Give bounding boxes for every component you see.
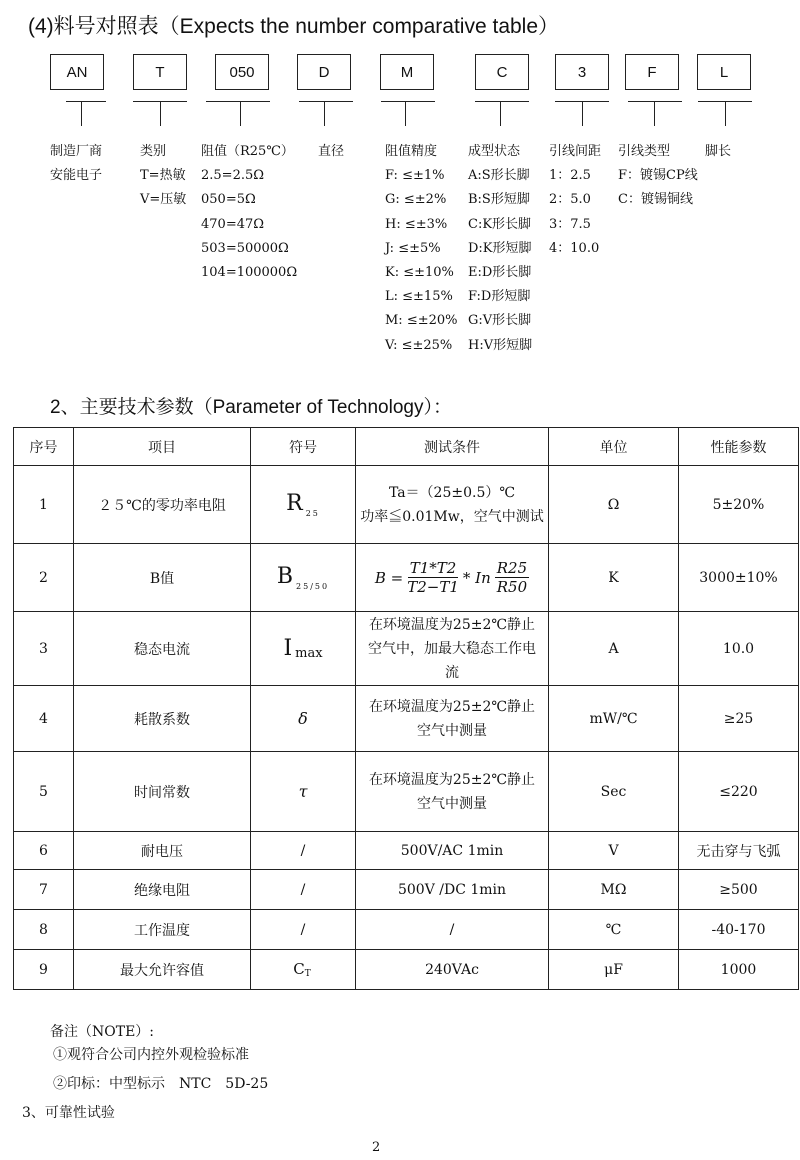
legend-line: 1：2.5	[549, 168, 591, 184]
legend-line: 470=47Ω	[201, 216, 265, 232]
row-no: 1	[14, 466, 74, 544]
connector-line	[299, 101, 353, 102]
row-condition	[356, 466, 549, 544]
legend-line: H:V形短脚	[468, 337, 533, 353]
legend-column-pitch	[549, 140, 601, 261]
symbol-main: δ	[298, 709, 308, 728]
params-row	[14, 832, 799, 870]
condition-line: 500V/AC 1min	[400, 842, 504, 859]
legend-line: G: ≤±2%	[385, 192, 447, 208]
row-item: 耗散系数	[74, 686, 251, 752]
row-condition	[356, 910, 549, 950]
legend-line: 3：7.5	[549, 216, 591, 232]
legend-line: 安能电子	[50, 168, 103, 184]
legend-column-category	[140, 140, 186, 213]
params-header-row	[14, 428, 799, 466]
part-code-title: (4)料号对照表（Expects the number comparative table）	[28, 15, 560, 38]
legend-line: F：镀锡CP线	[618, 168, 698, 184]
row-unit: ℃	[549, 910, 679, 950]
connector-line	[66, 101, 106, 102]
legend-column-manufacturer	[50, 140, 102, 188]
b-value-formula	[375, 559, 529, 596]
legend-column-tolerance	[385, 140, 458, 358]
row-condition	[356, 544, 549, 612]
row-unit: MΩ	[549, 870, 679, 910]
legend-line: 2.5=2.5Ω	[201, 168, 265, 184]
formula-denominator: T2−T1	[407, 578, 459, 596]
row-symbol	[251, 544, 356, 612]
params-row	[14, 910, 799, 950]
code-box-forming: C	[475, 54, 529, 90]
connector-line	[381, 101, 435, 102]
code-box-lead-type: F	[625, 54, 679, 90]
row-value: ≤220	[679, 752, 799, 832]
legend-heading: 阻值（R25℃）	[201, 144, 294, 159]
params-title: 2、主要技术参数（Parameter of Technology）：	[50, 397, 452, 418]
header-no: 序号	[14, 428, 74, 466]
legend-column-resistance	[201, 140, 297, 285]
row-value: ≥25	[679, 686, 799, 752]
legend-line: F:D形短脚	[468, 289, 531, 305]
params-row	[14, 752, 799, 832]
row-no: 3	[14, 612, 74, 686]
row-item: ２５℃的零功率电阻	[74, 466, 251, 544]
legend-heading: 阻值精度	[385, 144, 438, 159]
condition-line: Ta＝（25±0.5）℃	[388, 484, 516, 501]
legend-line: 503=50000Ω	[201, 240, 289, 256]
symbol-main: B	[276, 564, 294, 589]
legend-line: 050=5Ω	[201, 192, 256, 208]
row-condition	[356, 950, 549, 990]
header-unit: 单位	[549, 428, 679, 466]
condition-line: 500V /DC 1min	[397, 881, 507, 898]
notes-title: 备注（NOTE）:	[50, 1024, 155, 1040]
symbol-main: R	[286, 491, 303, 516]
formula-fraction	[495, 559, 529, 596]
row-item: 稳态电流	[74, 612, 251, 686]
code-box-category: T	[133, 54, 187, 90]
legend-column-diameter	[318, 140, 344, 164]
formula-numerator: R25	[496, 559, 528, 577]
row-unit: A	[549, 612, 679, 686]
symbol-main: /	[300, 842, 306, 859]
header-value: 性能参数	[679, 428, 799, 466]
code-box-manufacturer: AN	[50, 54, 104, 90]
row-value: ≥500	[679, 870, 799, 910]
condition-line: 空气中，加最大稳态工作电	[368, 640, 536, 657]
params-row	[14, 466, 799, 544]
row-no: 6	[14, 832, 74, 870]
condition-line: 功率≦0.01Mw，空气中测试	[360, 508, 544, 525]
params-row	[14, 950, 799, 990]
connector-tick	[405, 101, 406, 126]
row-symbol	[251, 910, 356, 950]
connector-tick	[654, 101, 655, 126]
params-row	[14, 612, 799, 686]
legend-line: A:S形长脚	[468, 168, 530, 184]
row-condition	[356, 832, 549, 870]
legend-heading: 直径	[318, 144, 345, 159]
legend-line: M: ≤±20%	[385, 313, 458, 329]
symbol-main: C	[293, 960, 305, 978]
row-no: 2	[14, 544, 74, 612]
legend-line: V=压敏	[140, 192, 187, 208]
legend-line: D:K形短脚	[468, 240, 532, 256]
params-row	[14, 686, 799, 752]
legend-line: 4：10.0	[549, 240, 600, 256]
row-value: 5±20%	[679, 466, 799, 544]
connector-tick	[324, 101, 325, 126]
legend-heading: 类别	[140, 144, 167, 159]
symbol-main: I	[283, 636, 293, 661]
legend-line: H: ≤±3%	[385, 216, 448, 232]
legend-line: C：镀锡铜线	[618, 192, 693, 208]
legend-heading: 引线间距	[549, 144, 602, 159]
formula-denominator: R50	[496, 578, 528, 596]
row-symbol	[251, 950, 356, 990]
row-unit: Sec	[549, 752, 679, 832]
params-row	[14, 544, 799, 612]
row-condition	[356, 612, 549, 686]
params-table	[13, 427, 799, 990]
row-item: 最大允许容值	[74, 950, 251, 990]
row-value: 1000	[679, 950, 799, 990]
legend-heading: 制造厂商	[50, 144, 103, 159]
legend-line: L: ≤±15%	[385, 289, 453, 305]
params-row	[14, 870, 799, 910]
row-value: 3000±10%	[679, 544, 799, 612]
legend-line: 104=100000Ω	[201, 265, 298, 281]
legend-line: T=热敏	[140, 168, 186, 184]
row-condition	[356, 752, 549, 832]
header-item: 项目	[74, 428, 251, 466]
formula-lhs: B =	[374, 568, 404, 587]
row-no: 8	[14, 910, 74, 950]
legend-line: C:K形长脚	[468, 216, 532, 232]
code-box-pitch: 3	[555, 54, 609, 90]
legend-heading: 脚长	[705, 144, 732, 159]
row-unit: K	[549, 544, 679, 612]
row-symbol	[251, 832, 356, 870]
code-box-diameter: D	[297, 54, 351, 90]
page-number: 2	[372, 1140, 381, 1155]
note-item-1: ①观符合公司内控外观检验标准	[53, 1047, 249, 1063]
legend-line: E:D形长脚	[468, 265, 532, 281]
row-no: 7	[14, 870, 74, 910]
legend-line: B:S形短脚	[468, 192, 530, 208]
row-unit: mW/℃	[549, 686, 679, 752]
row-value: 无击穿与飞弧	[679, 832, 799, 870]
condition-line: 空气中测量	[417, 722, 487, 739]
code-box-resistance: 050	[215, 54, 269, 90]
row-unit: V	[549, 832, 679, 870]
symbol-subscript: 25/50	[296, 582, 330, 591]
row-symbol	[251, 612, 356, 686]
condition-line: 空气中测量	[417, 795, 487, 812]
condition-line: 流	[445, 664, 459, 681]
row-no: 9	[14, 950, 74, 990]
symbol-main: τ	[298, 782, 308, 801]
row-item: B值	[74, 544, 251, 612]
row-condition	[356, 686, 549, 752]
row-item: 时间常数	[74, 752, 251, 832]
row-no: 4	[14, 686, 74, 752]
row-value: 10.0	[679, 612, 799, 686]
note-item-2: ②印标：中型标示 NTC 5D-25	[53, 1076, 269, 1092]
symbol-main: /	[300, 921, 306, 938]
row-symbol	[251, 752, 356, 832]
connector-tick	[81, 101, 82, 126]
connector-line	[628, 101, 682, 102]
legend-line: J: ≤±5%	[385, 240, 441, 256]
formula-numerator: T1*T2	[409, 559, 457, 577]
formula-mid: * In	[462, 568, 491, 587]
symbol-main: /	[300, 881, 306, 898]
code-box-tolerance: M	[380, 54, 434, 90]
legend-line: K: ≤±10%	[385, 265, 454, 281]
symbol-subscript: T	[304, 969, 313, 979]
symbol-subscript: 25	[305, 509, 320, 518]
formula-fraction	[407, 559, 459, 596]
code-box-lead-length: L	[697, 54, 751, 90]
legend-line: F: ≤±1%	[385, 168, 445, 184]
connector-tick	[582, 101, 583, 126]
symbol-subscript: max	[295, 646, 323, 661]
row-condition	[356, 870, 549, 910]
legend-heading: 引线类型	[618, 144, 671, 159]
section-3-title: 3、可靠性试验	[22, 1105, 115, 1121]
row-unit: Ω	[549, 466, 679, 544]
legend-column-lead-length	[705, 140, 731, 164]
legend-line: G:V形长脚	[468, 313, 532, 329]
row-symbol	[251, 686, 356, 752]
legend-line: 2：5.0	[549, 192, 591, 208]
condition-line: 在环境温度为25±2℃静止	[368, 698, 536, 715]
legend-column-lead-type	[618, 140, 698, 213]
connector-line	[206, 101, 270, 102]
connector-tick	[160, 101, 161, 126]
row-unit: μF	[549, 950, 679, 990]
connector-tick	[240, 101, 241, 126]
condition-line: 在环境温度为25±2℃静止	[368, 616, 536, 633]
legend-column-forming	[468, 140, 532, 358]
row-symbol	[251, 466, 356, 544]
condition-line: 在环境温度为25±2℃静止	[368, 771, 536, 788]
connector-line	[475, 101, 529, 102]
row-symbol	[251, 870, 356, 910]
row-item: 工作温度	[74, 910, 251, 950]
connector-tick	[500, 101, 501, 126]
legend-heading: 成型状态	[468, 144, 521, 159]
header-symbol: 符号	[251, 428, 356, 466]
header-condition: 测试条件	[356, 428, 549, 466]
row-item: 耐电压	[74, 832, 251, 870]
row-item: 绝缘电阻	[74, 870, 251, 910]
connector-tick	[725, 101, 726, 126]
condition-line: 240VAc	[425, 961, 479, 978]
legend-line: V: ≤±25%	[385, 337, 453, 353]
params-body	[14, 466, 799, 990]
row-no: 5	[14, 752, 74, 832]
condition-line: /	[449, 921, 455, 938]
row-value: -40-170	[679, 910, 799, 950]
